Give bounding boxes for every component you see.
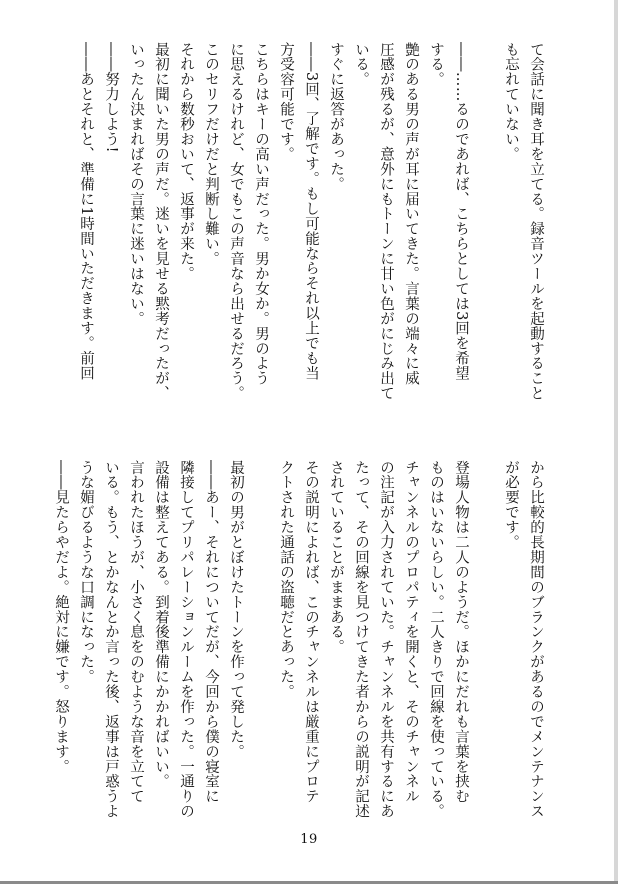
text-line: 設備は整えてある。到着後準備にかかればいい。	[153, 460, 169, 789]
text-line: も忘れていない。	[503, 42, 519, 162]
text-line: 艶のある男の声が耳に届いてきた。言葉の端々に威	[403, 42, 419, 386]
lower-text-block	[48, 460, 548, 832]
page-edge-right	[614, 0, 618, 884]
text-line: 方受容可能です。	[278, 42, 294, 162]
text-line: ものはいないらしい。二人きりで回線を使っている。	[428, 460, 444, 819]
text-line: チャンネルのプロパティを開くと、そのチャンネル	[403, 460, 419, 804]
text-line: すぐに返答があった。	[328, 42, 344, 192]
text-line: ――見たらやだよ。絶対に嫌です。怒ります。	[53, 460, 69, 774]
text-line: クトされた通話の盗聴だとあった。	[278, 460, 294, 700]
text-line: 隣接してプリパレーションルームを作った。一通りの	[178, 460, 194, 819]
text-line: ――3回、了解です。もし可能ならそれ以上でも当	[303, 42, 319, 381]
text-line: いる。もう、とかなんとか言った後、返事は戸惑うよ	[103, 460, 119, 819]
text-line: が必要です。	[503, 460, 519, 550]
text-line: こちらはキーの高い声だった。男か女か。男のよう	[253, 42, 269, 386]
text-line: 最初の男がとぼけたトーンを作って発した。	[228, 460, 244, 759]
text-line: このセリフだけだと判断し難い。	[203, 42, 219, 267]
text-line: 圧感が残るが、意外にもトーンに甘い色がにじみ出て	[378, 42, 394, 401]
text-line: うな媚びるような口調になった。	[78, 460, 94, 685]
text-line: ――あー、それについてだが、今回から僕の寝室に	[203, 460, 219, 804]
page-number: 19	[300, 832, 318, 847]
upper-text-block	[73, 42, 548, 414]
text-line: その説明によれば、このチャンネルは厳重にプロテ	[303, 460, 319, 804]
text-line: それから数秒おいて、返事が来た。	[178, 42, 194, 282]
text-line	[473, 42, 498, 414]
text-line: 最初に聞いた男の声だ。迷いを見せる黙考だったが、	[153, 42, 169, 401]
text-line: 登場人物は二人のようだ。ほかにだれも言葉を挟む	[453, 460, 469, 804]
text-line: する。	[428, 42, 444, 87]
text-line: されていることがままある。	[328, 460, 344, 655]
text-line: いる。	[353, 42, 369, 87]
text-line: ――努力しよう!	[103, 42, 119, 153]
text-line: いったん決まればその言葉に迷いはない。	[128, 42, 144, 327]
text-line: 言われたほうが、小さく息をのむような音を立てて	[128, 460, 144, 804]
text-line: の注記が入力されていた。チャンネルを共有するにあ	[378, 460, 394, 819]
text-line: ――……るのであれば、こちらとしては3回を希望	[453, 42, 469, 381]
text-line: から比較的長期間のブランクがあるのでメンテナンス	[528, 460, 544, 819]
text-line: て会話に聞き耳を立てる。録音ツールを起動すること	[528, 42, 544, 401]
text-line	[248, 460, 273, 832]
text-line: に思えるけれど、女でもこの声音なら出せるだろう。	[228, 42, 244, 401]
text-line	[473, 460, 498, 832]
text-line: ――あとそれと、準備に1時間いただきます。前回	[78, 42, 94, 381]
text-line: たって、その回線を見つけてきた者からの説明が記述	[353, 460, 369, 819]
